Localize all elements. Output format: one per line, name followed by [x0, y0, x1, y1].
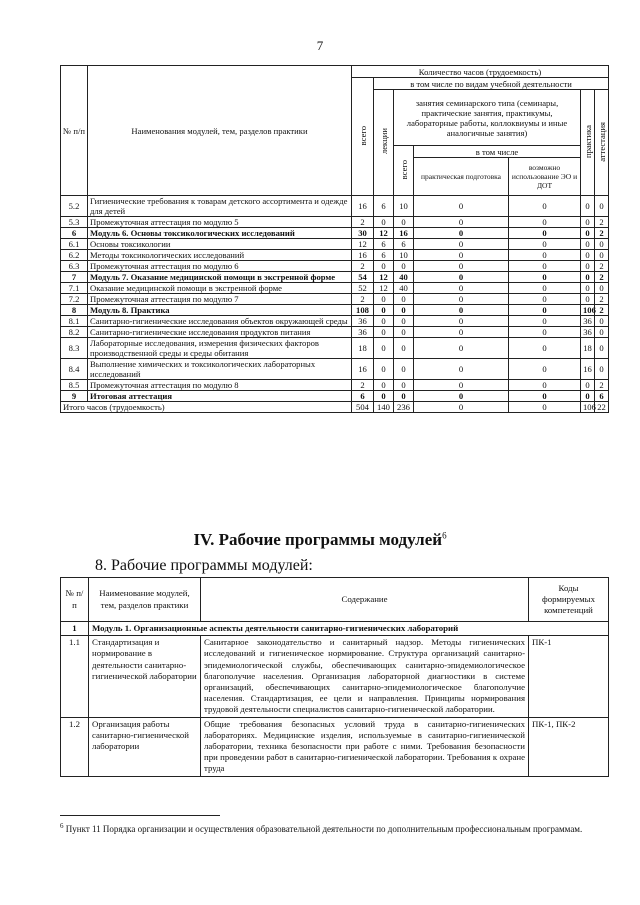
cell-prac-prep: 0: [414, 217, 509, 228]
col-total-header: всего: [352, 78, 374, 196]
cell-sem: 0: [394, 316, 414, 327]
cell-name: Лабораторные исследования, измерения физических факторов производственной среды и среды обитания: [88, 338, 352, 359]
cell-lec: 12: [374, 283, 394, 294]
cell-attest: 2: [595, 305, 609, 316]
cell-name: Основы токсикологии: [88, 239, 352, 250]
cell-attest: 2: [595, 217, 609, 228]
incl-header: в том числе: [414, 146, 581, 158]
footnote-mark: 6: [60, 822, 64, 830]
table-row: [61, 391, 609, 402]
cell-name: Модуль 8. Практика: [88, 305, 352, 316]
module-num: 1: [61, 622, 89, 636]
cell-attest: 0: [595, 239, 609, 250]
cell-eo: 0: [509, 217, 581, 228]
row-codes: ПК-1, ПК-2: [529, 717, 609, 776]
cell-lec: 0: [374, 327, 394, 338]
cell-prac-prep: 0: [414, 338, 509, 359]
table-row: [61, 636, 609, 717]
total-total: 504: [352, 402, 374, 413]
cell-sem: 0: [394, 380, 414, 391]
cell-attest: 2: [595, 261, 609, 272]
section-heading-footnote-mark: 6: [442, 530, 447, 541]
cell-prac-prep: 0: [414, 391, 509, 402]
row-name: Организация работы санитарно-гигиенической лаборатории: [89, 717, 201, 776]
cell-num: 7.1: [61, 283, 88, 294]
row-codes: ПК-1: [529, 636, 609, 717]
table-row: [61, 272, 609, 283]
cell-lec: 0: [374, 316, 394, 327]
col-name-header: Наименование модулей, тем, разделов практики: [89, 578, 201, 622]
cell-lec: 6: [374, 250, 394, 261]
cell-practice: 0: [581, 239, 595, 250]
cell-num: 6.2: [61, 250, 88, 261]
cell-num: 8.1: [61, 316, 88, 327]
cell-prac-prep: 0: [414, 327, 509, 338]
cell-sem: 0: [394, 327, 414, 338]
cell-total: 16: [352, 196, 374, 217]
cell-lec: 12: [374, 272, 394, 283]
cell-total: 12: [352, 239, 374, 250]
cell-prac-prep: 0: [414, 239, 509, 250]
cell-sem: 10: [394, 196, 414, 217]
cell-sem: 0: [394, 359, 414, 380]
cell-total: 108: [352, 305, 374, 316]
cell-prac-prep: 0: [414, 294, 509, 305]
cell-sem: 6: [394, 239, 414, 250]
cell-practice: 0: [581, 380, 595, 391]
col-sem-total-header: всего: [394, 146, 414, 196]
cell-practice: 0: [581, 217, 595, 228]
cell-sem: 0: [394, 261, 414, 272]
cell-practice: 18: [581, 338, 595, 359]
cell-lec: 12: [374, 228, 394, 239]
cell-name: Промежуточная аттестация по модулю 8: [88, 380, 352, 391]
cell-prac-prep: 0: [414, 261, 509, 272]
hours-header: Количество часов (трудоемкость): [352, 66, 609, 78]
cell-total: 2: [352, 217, 374, 228]
cell-attest: 0: [595, 338, 609, 359]
table-row: [61, 338, 609, 359]
cell-name: Гигиенические требования к товарам детского ассортимента и одежде для детей: [88, 196, 352, 217]
cell-total: 36: [352, 316, 374, 327]
hours-table: [60, 65, 609, 413]
cell-total: 36: [352, 327, 374, 338]
table-row: [61, 228, 609, 239]
cell-eo: 0: [509, 359, 581, 380]
cell-lec: 0: [374, 359, 394, 380]
cell-eo: 0: [509, 239, 581, 250]
by-type-header: в том числе по видам учебной деятельности: [374, 78, 609, 90]
col-num-header: № п/п: [61, 578, 89, 622]
cell-prac-prep: 0: [414, 305, 509, 316]
cell-name: Санитарно-гигиенические исследования объектов окружающей среды: [88, 316, 352, 327]
cell-num: 5.3: [61, 217, 88, 228]
cell-sem: 0: [394, 294, 414, 305]
table-row: [61, 380, 609, 391]
table-row: [61, 239, 609, 250]
cell-practice: 36: [581, 327, 595, 338]
cell-prac-prep: 0: [414, 250, 509, 261]
cell-lec: 0: [374, 391, 394, 402]
programs-table: [60, 577, 609, 777]
cell-prac-prep: 0: [414, 272, 509, 283]
cell-eo: 0: [509, 228, 581, 239]
col-lectures-header: лекции: [374, 90, 394, 196]
table-row: [61, 250, 609, 261]
table-row: [61, 359, 609, 380]
footnote-text: Пункт 11 Порядка организации и осуществления образовательной деятельности по дополнительным профессиональным программам.: [65, 824, 583, 834]
cell-practice: 0: [581, 196, 595, 217]
cell-name: Итоговая аттестация: [88, 391, 352, 402]
section-heading-text: IV. Рабочие программы модулей: [193, 530, 443, 549]
cell-num: 6.1: [61, 239, 88, 250]
cell-practice: 0: [581, 272, 595, 283]
cell-num: 8: [61, 305, 88, 316]
cell-name: Методы токсикологических исследований: [88, 250, 352, 261]
cell-name: Промежуточная аттестация по модулю 7: [88, 294, 352, 305]
cell-practice: 0: [581, 261, 595, 272]
cell-attest: 0: [595, 283, 609, 294]
col-codes-header: Коды формируемых компетенций: [529, 578, 609, 622]
subheading: 8. Рабочие программы модулей:: [95, 557, 313, 574]
col-content-header: Содержание: [201, 578, 529, 622]
cell-practice: 36: [581, 316, 595, 327]
cell-eo: 0: [509, 196, 581, 217]
cell-practice: 0: [581, 391, 595, 402]
cell-lec: 0: [374, 294, 394, 305]
total-lec: 140: [374, 402, 394, 413]
cell-eo: 0: [509, 261, 581, 272]
col-attest-header: аттестация: [595, 90, 609, 196]
total-practice: 106: [581, 402, 595, 413]
cell-num: 6.3: [61, 261, 88, 272]
row-content: Санитарное законодательство и санитарный надзор. Методы гигиенических исследований и гигиеническое нормирование. Структура организаций санитарно-эпидемиологической службы, обеспечивающих санитарно-эпидемиологическое благополучие населения. Организация лабораторной диагностики в системе организаций, обеспечивающих санитарно-эпидемиологическое благополучие населения. Стандартизация, ее цели и направления. Принципы нормирования трудовой деятельности специалистов санитарно-гигиенической лаборатории.: [201, 636, 529, 717]
table-row: [61, 327, 609, 338]
row-name: Стандартизация и нормирование в деятельности санитарно-гигиенической лаборатории: [89, 636, 201, 717]
total-attest: 22: [595, 402, 609, 413]
cell-practice: 106: [581, 305, 595, 316]
cell-total: 2: [352, 261, 374, 272]
cell-lec: 0: [374, 217, 394, 228]
cell-eo: 0: [509, 316, 581, 327]
table-row: [61, 305, 609, 316]
footnote: [60, 820, 608, 835]
cell-total: 30: [352, 228, 374, 239]
total-label: Итого часов (трудоемкость): [61, 402, 352, 413]
cell-practice: 16: [581, 359, 595, 380]
cell-num: 7: [61, 272, 88, 283]
cell-prac-prep: 0: [414, 283, 509, 294]
cell-num: 6: [61, 228, 88, 239]
cell-total: 52: [352, 283, 374, 294]
cell-practice: 0: [581, 283, 595, 294]
total-sem: 236: [394, 402, 414, 413]
cell-num: 7.2: [61, 294, 88, 305]
cell-eo: 0: [509, 250, 581, 261]
col-practice-header: практика: [581, 90, 595, 196]
cell-eo: 0: [509, 327, 581, 338]
cell-total: 2: [352, 294, 374, 305]
table-row: [61, 717, 609, 776]
row-content: Общие требования безопасных условий труда в санитарно-гигиенических лабораториях. Медицинские изделия, используемые в санитарно-гигиенической лаборатории, техника безопасности при работе с ними. Требования безопасности при проведении работ в санитарно-гигиенической лаборатории. Требования к охране труда: [201, 717, 529, 776]
cell-practice: 0: [581, 228, 595, 239]
cell-eo: 0: [509, 294, 581, 305]
cell-prac-prep: 0: [414, 196, 509, 217]
cell-eo: 0: [509, 391, 581, 402]
cell-total: 16: [352, 359, 374, 380]
total-prac-prep: 0: [414, 402, 509, 413]
cell-num: 5.2: [61, 196, 88, 217]
cell-eo: 0: [509, 283, 581, 294]
footnote-separator: [60, 815, 220, 816]
cell-total: 6: [352, 391, 374, 402]
cell-attest: 0: [595, 316, 609, 327]
cell-name: Модуль 6. Основы токсикологических исследований: [88, 228, 352, 239]
cell-attest: 0: [595, 196, 609, 217]
cell-total: 18: [352, 338, 374, 359]
cell-total: 2: [352, 380, 374, 391]
table-row: [61, 316, 609, 327]
cell-attest: 2: [595, 272, 609, 283]
cell-name: Модуль 7. Оказание медицинской помощи в экстренной форме: [88, 272, 352, 283]
cell-lec: 6: [374, 196, 394, 217]
cell-practice: 0: [581, 250, 595, 261]
section-heading: [0, 530, 640, 550]
cell-total: 54: [352, 272, 374, 283]
cell-sem: 0: [394, 338, 414, 359]
cell-prac-prep: 0: [414, 228, 509, 239]
cell-sem: 40: [394, 283, 414, 294]
cell-lec: 0: [374, 305, 394, 316]
table-row: [61, 196, 609, 217]
cell-sem: 0: [394, 305, 414, 316]
row-num: 1.2: [61, 717, 89, 776]
cell-lec: 0: [374, 261, 394, 272]
col-name-header: Наименования модулей, тем, разделов практики: [88, 66, 352, 196]
cell-name: Оказание медицинской помощи в экстренной форме: [88, 283, 352, 294]
cell-num: 8.4: [61, 359, 88, 380]
cell-name: Промежуточная аттестация по модулю 6: [88, 261, 352, 272]
prac-prep-header: практическая подготовка: [414, 158, 509, 196]
cell-eo: 0: [509, 272, 581, 283]
cell-lec: 6: [374, 239, 394, 250]
cell-lec: 0: [374, 338, 394, 359]
table-row: [61, 261, 609, 272]
module-row: [61, 622, 609, 636]
cell-num: 8.5: [61, 380, 88, 391]
total-eo: 0: [509, 402, 581, 413]
cell-name: Промежуточная аттестация по модулю 5: [88, 217, 352, 228]
table-row: [61, 217, 609, 228]
cell-prac-prep: 0: [414, 380, 509, 391]
cell-num: 9: [61, 391, 88, 402]
cell-sem: 0: [394, 391, 414, 402]
cell-name: Выполнение химических и токсикологических лабораторных исследований: [88, 359, 352, 380]
cell-sem: 10: [394, 250, 414, 261]
cell-attest: 6: [595, 391, 609, 402]
cell-num: 8.3: [61, 338, 88, 359]
page-number: 7: [316, 38, 324, 53]
cell-sem: 16: [394, 228, 414, 239]
cell-attest: 0: [595, 250, 609, 261]
cell-lec: 0: [374, 380, 394, 391]
table-row: [61, 294, 609, 305]
cell-eo: 0: [509, 338, 581, 359]
cell-num: 8.2: [61, 327, 88, 338]
total-row: [61, 402, 609, 413]
cell-practice: 0: [581, 294, 595, 305]
cell-name: Санитарно-гигиенические исследования продуктов питания: [88, 327, 352, 338]
cell-eo: 0: [509, 380, 581, 391]
cell-attest: 0: [595, 327, 609, 338]
cell-eo: 0: [509, 305, 581, 316]
cell-attest: 2: [595, 380, 609, 391]
eo-header: возможно использование ЭО и ДОТ: [509, 158, 581, 196]
cell-attest: 2: [595, 228, 609, 239]
cell-total: 16: [352, 250, 374, 261]
module-title: Модуль 1. Организационные аспекты деятельности санитарно-гигиенических лабораторий: [89, 622, 609, 636]
cell-attest: 2: [595, 294, 609, 305]
cell-sem: 0: [394, 217, 414, 228]
table-row: [61, 283, 609, 294]
seminar-header: занятия семинарского типа (семинары, практические занятия, практикумы, лабораторные работы, коллоквиумы и иные аналогичные занятия): [394, 90, 581, 146]
cell-sem: 40: [394, 272, 414, 283]
col-num-header: № п/п: [61, 66, 88, 196]
cell-attest: 0: [595, 359, 609, 380]
row-num: 1.1: [61, 636, 89, 717]
cell-prac-prep: 0: [414, 316, 509, 327]
cell-prac-prep: 0: [414, 359, 509, 380]
